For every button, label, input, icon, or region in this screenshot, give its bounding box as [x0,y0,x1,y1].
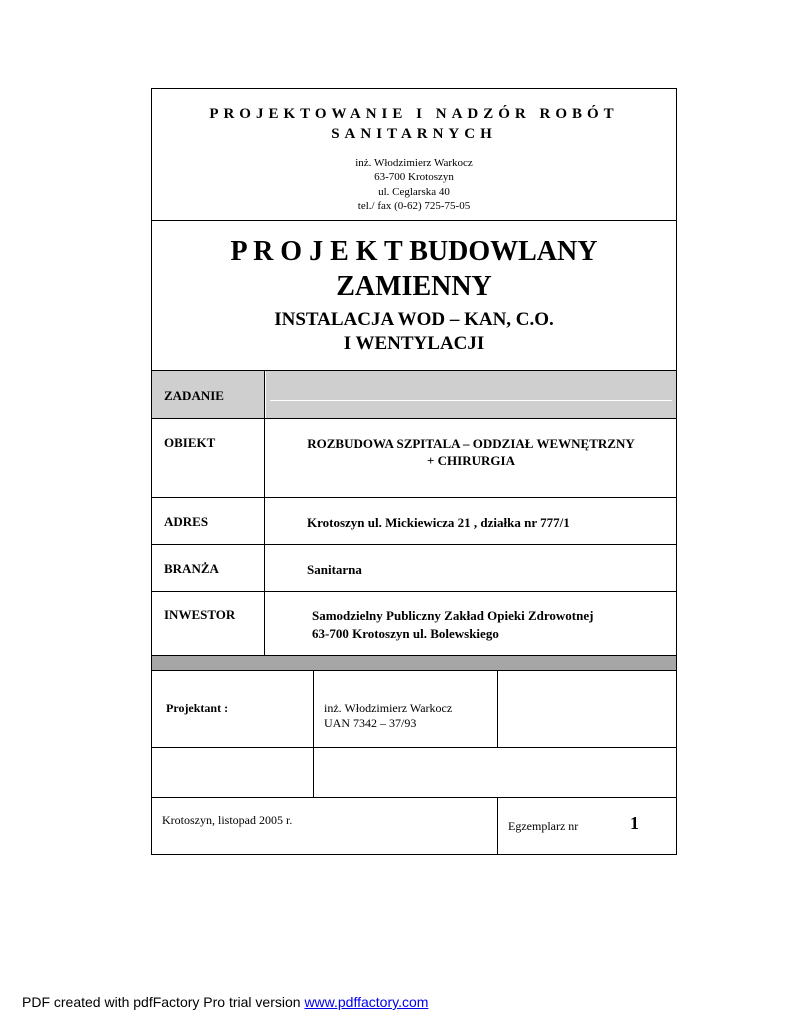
branza-label: BRANŻA [164,561,219,576]
address-line-2: 63-700 Krotoszyn [374,171,454,183]
designer-label: Projektant : [166,701,229,715]
place-date: Krotoszyn, listopad 2005 r. [162,813,293,827]
inwestor-value-line2: 63-700 Krotoszyn ul. Bolewskiego [312,626,499,641]
divider [152,497,676,498]
divider [270,400,672,401]
copy-label: Egzemplarz nr [508,819,579,833]
title-line4: I WENTYLACJI [343,333,485,354]
address-line-4: tel./ fax (0-62) 725-75-05 [357,200,471,212]
zadanie-label: ZADANIE [164,388,224,403]
address-line-1: inż. Włodzimierz Warkocz [355,157,473,169]
divider [152,747,676,748]
divider [152,418,676,419]
inwestor-label: INWESTOR [164,607,236,622]
pdf-footer [22,994,428,1010]
branza-value: Sanitarna [307,562,362,577]
pdffactory-link[interactable]: www.pdffactory.com [304,994,429,1010]
divider [152,797,676,798]
firm-name-line1: PROJEKTOWANIE I NADZÓR ROBÓT [209,106,619,122]
obiekt-label: OBIEKT [164,435,216,450]
designer-license: UAN 7342 – 37/93 [324,716,417,730]
column-divider [497,670,498,747]
footer-text: PDF created with pdfFactory Pro trial version [22,994,305,1010]
column-divider [313,670,314,797]
separator-band [152,656,676,670]
obiekt-value-line2: + CHIRURGIA [427,453,515,468]
adres-label: ADRES [164,514,209,529]
title-line1: P R O J E K T BUDOWLANY [230,236,598,267]
inwestor-value-line1: Samodzielny Publiczny Zakład Opieki Zdrowotnej [312,608,594,623]
divider [152,544,676,545]
title-line2: ZAMIENNY [336,271,492,302]
zadanie-value-cell [266,371,676,418]
obiekt-value-line1: ROZBUDOWA SZPITALA – ODDZIAŁ WEWNĘTRZNY [307,436,635,451]
title-line3: INSTALACJA WOD – KAN, C.O. [274,309,554,330]
firm-name-line2: SANITARNYCH [331,126,497,142]
divider [152,591,676,592]
title-page-frame [151,88,677,855]
divider [152,670,676,671]
divider [152,220,676,221]
address-line-3: ul. Ceglarska 40 [378,186,450,198]
adres-value: Krotoszyn ul. Mickiewicza 21 , działka nr 777/1 [307,515,570,530]
column-divider [264,371,265,655]
designer-name: inż. Włodzimierz Warkocz [324,701,453,715]
column-divider [497,797,498,855]
copy-number: 1 [630,813,639,833]
